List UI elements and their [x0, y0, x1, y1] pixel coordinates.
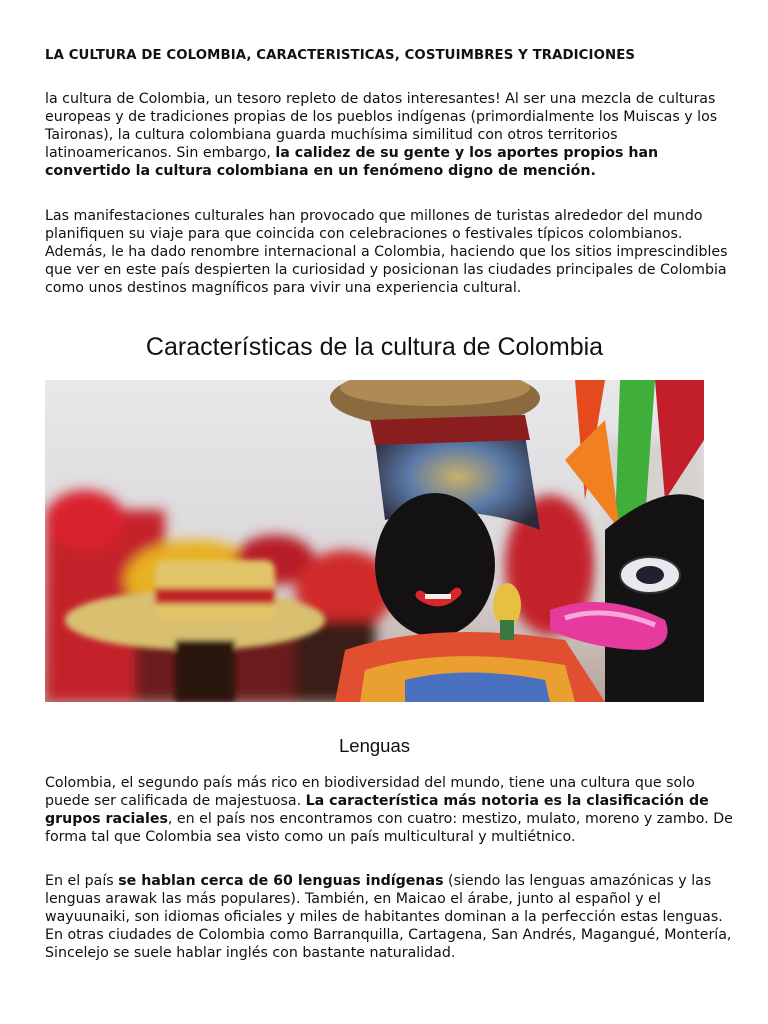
section-heading-characteristics: Características de la cultura de Colombia: [145, 333, 604, 361]
languages-bold-text: se hablan cerca de 60 lenguas indígenas: [118, 873, 444, 889]
intro-bold-text: la calidez de su gente y los aportes propios han convertido la cultura colombiana en un fenómeno digno de mención.: [45, 145, 659, 179]
intro-text: la cultura de Colombia, un tesoro repleto de datos interesantes! Al ser una mezcla de culturas europeas y de tradiciones propias de los pueblos indígenas (primordialmente los Muiscas y los Taironas), la cultura colombiana guarda muchísima similitud con otros territorios latinoamericanos. Sin embargo,: [45, 91, 718, 161]
intro-paragraph: [45, 90, 735, 180]
section-heading-lenguas: Lenguas: [339, 735, 410, 756]
tourism-paragraph: Las manifestaciones culturales han provocado que millones de turistas alrededor del mundo planifiquen su viaje para que coincida con celebraciones o festivales típicos colombianos. Además, le ha dado renombre internacional a Colombia, haciendo que los sitios imprescindibles que ver en este país despierten la curiosidad y posicionan las ciudades principales de Colombia como unos destinos magníficos para vivir una experiencia cultural.: [45, 208, 728, 296]
biodiversity-bold-text: La característica más notoria es la clasificación de grupos raciales: [45, 793, 709, 827]
languages-text-b: (siendo las lenguas amazónicas y las lenguas arawak las más populares). También, en Maicao el árabe, junto al español y el wayuunaiki, son idiomas oficiales y miles de habitantes dominan a la perfección estas lenguas. En otras ciudades de Colombia como Barranquilla, Cartagena, San Andrés, Magangué, Montería, Sincelejo se suele hablar inglés con bastante naturalidad.: [45, 873, 732, 961]
languages-text-a: En el país: [45, 873, 119, 889]
biodiversity-text-b: , en el país nos encontramos con cuatro: mestizo, mulato, moreno y zambo. De forma tal que Colombia sea visto como un país multicultural y multiétnico.: [45, 811, 733, 845]
biodiversity-text-a: Colombia, el segundo país más rico en biodiversidad del mundo, tiene una cultura que solo puede ser calificada de majestuosa.: [45, 775, 695, 809]
languages-paragraph: [45, 872, 735, 962]
document-title: LA CULTURA DE COLOMBIA, CARACTERISTICAS, COSTUIMBRES Y TRADICIONES: [45, 48, 636, 63]
biodiversity-paragraph: [45, 774, 735, 846]
carnival-photo: [45, 380, 704, 702]
